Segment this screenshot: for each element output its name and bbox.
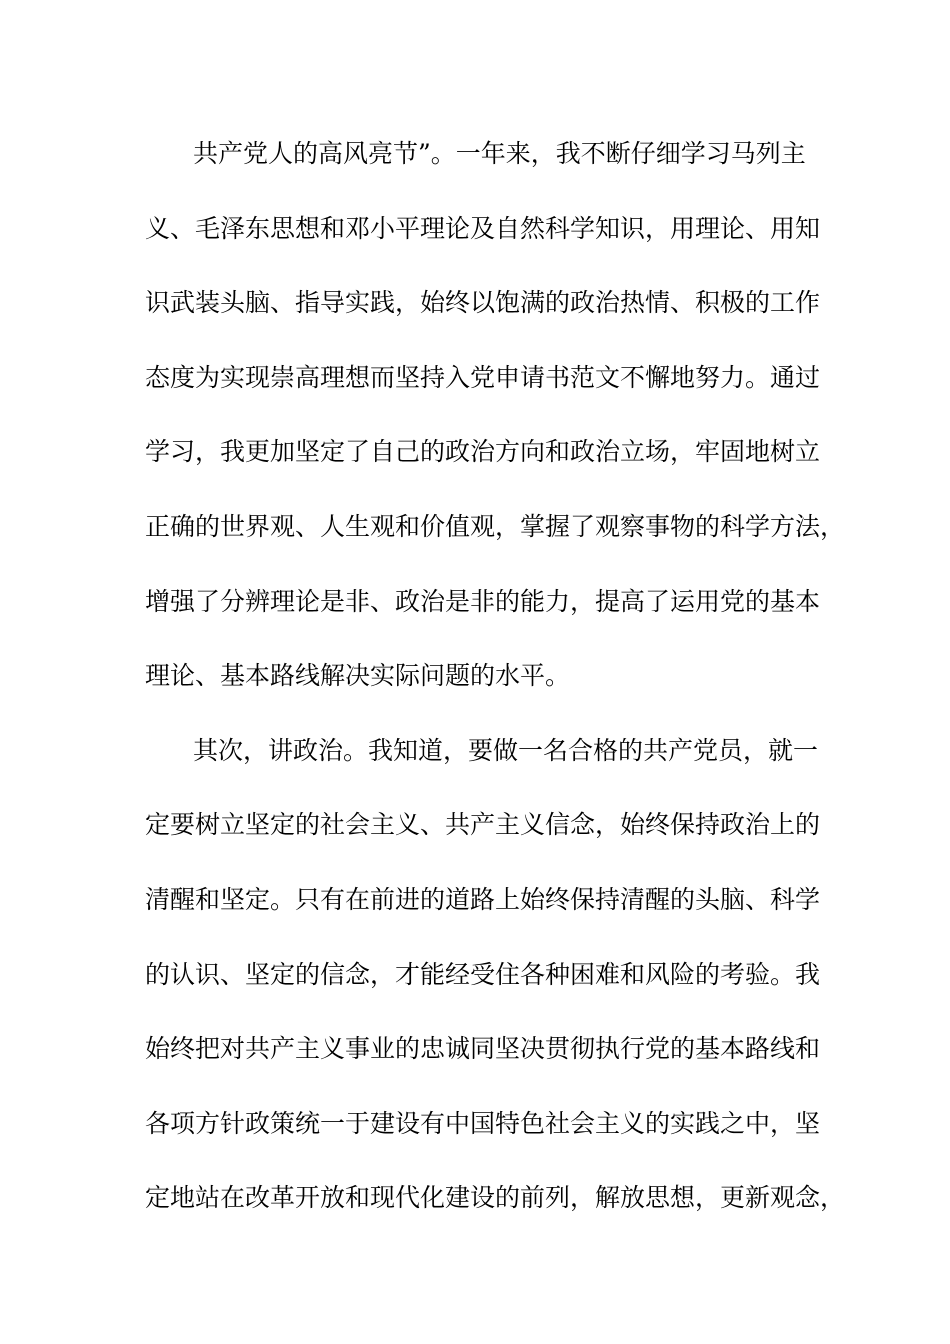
- paragraph-1-line-8: 理论、基本路线解决实际问题的水平。: [145, 661, 571, 691]
- paragraph-1-line-7: 增强了分辨理论是非、政治是非的能力，提高了运用党的基本: [145, 586, 821, 616]
- paragraph-1-line-6: 正确的世界观、人生观和价值观，掌握了观察事物的科学方法，: [145, 511, 846, 541]
- paragraph-2-line-3: 清醒和坚定。只有在前进的道路上始终保持清醒的头脑、科学: [145, 884, 821, 914]
- paragraph-1-line-4: 态度为实现崇高理想而坚持入党申请书范文不懈地努力。通过: [145, 362, 821, 392]
- paragraph-1-line-1: 共产党人的高风亮节”。一年来，我不断仔细学习马列主: [193, 139, 806, 168]
- paragraph-2-line-1: 其次，讲政治。我知道，要做一名合格的共产党员，就一: [193, 735, 819, 765]
- paragraph-2-line-6: 各项方针政策统一于建设有中国特色社会主义的实践之中，坚: [145, 1108, 821, 1138]
- document-body: [145, 132, 846, 1251]
- paragraph-1-line-3: 识武装头脑、指导实践，始终以饱满的政治热情、积极的工作: [145, 288, 821, 318]
- paragraph-2-line-7: 定地站在改革开放和现代化建设的前列，解放思想，更新观念，: [145, 1183, 846, 1213]
- paragraph-2-line-5: 始终把对共产主义事业的忠诚同坚决贯彻执行党的基本路线和: [145, 1034, 821, 1064]
- paragraph-1-line-2: 义、毛泽东思想和邓小平理论及自然科学知识，用理论、用知: [145, 213, 821, 243]
- paragraph-2-line-2: 定要树立坚定的社会主义、共产主义信念，始终保持政治上的: [145, 810, 821, 840]
- paragraph-2-line-4: 的认识、坚定的信念，才能经受住各种困难和风险的考验。我: [145, 959, 821, 989]
- paragraph-1-line-5: 学习，我更加坚定了自己的政治方向和政治立场，牢固地树立: [145, 437, 821, 467]
